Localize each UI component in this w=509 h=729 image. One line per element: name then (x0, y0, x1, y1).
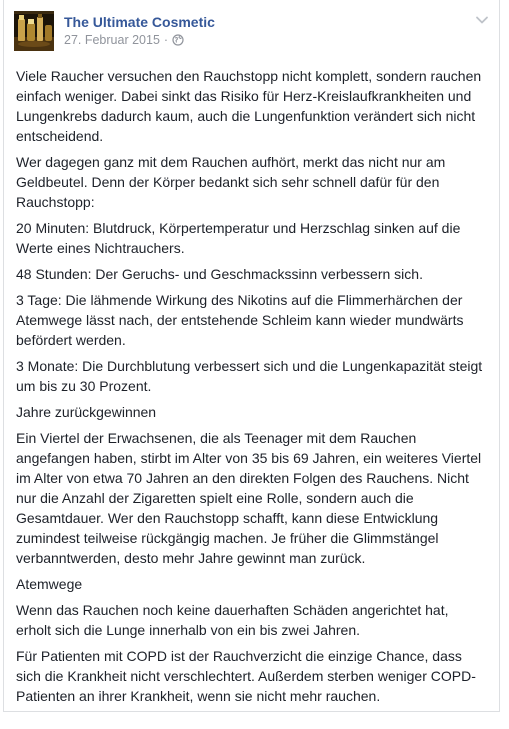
paragraph: Wer dagegen ganz mit dem Rauchen aufhört, merkt das nicht nur am Geldbeutel. Denn der Körper bedankt sich sehr schnell dafür für den Rauchstopp: (16, 154, 446, 210)
section-heading: Atemwege (16, 576, 83, 592)
post-body (16, 66, 486, 712)
paragraph: Wenn das Rauchen noch keine dauerhaften Schäden angerichtet hat, erholt sich die Lunge innerhalb von ein bis zwei Jahren. (16, 602, 449, 638)
post-header (14, 11, 489, 55)
post-card (3, 0, 500, 712)
paragraph: 48 Stunden: Der Geruchs- und Geschmackssinn verbessern sich. (16, 266, 423, 282)
post-subline (64, 31, 215, 49)
globe-icon[interactable] (172, 34, 184, 46)
paragraph: Ein Viertel der Erwachsenen, die als Teenager mit dem Rauchen angefangen haben, stirbt im Alter von 35 bis 69 Jahren, ein weiteres Viertel im Alter von etwa 70 Jahren an den direkten Folgen des Rauchens. Nicht nur die Anzahl der Zigaretten spielt eine Rolle, sondern auch die Gesamtdauer. Wer den Rauchstopp schafft, kann diese Entwicklung zumindest teilweise rückgängig machen. Je früher die Glimmstängel verbanntwerden, desto mehr Jahre gewinnt man zurück. (16, 430, 482, 566)
paragraph: 20 Minuten: Blutdruck, Körpertemperatur und Herzschlag sinken auf die Werte eines Nichtrauchers. (16, 220, 461, 256)
post-meta (64, 13, 215, 49)
paragraph: 3 Tage: Die lähmende Wirkung des Nikotins auf die Flimmerhärchen der Atemwege lässt nach, der entstehende Schleim kann wieder mundwärts befördert werden. (16, 292, 464, 348)
chevron-down-icon[interactable] (475, 13, 489, 27)
section-heading: Jahre zurückgewinnen (16, 404, 157, 420)
paragraph: 3 Monate: Die Durchblutung verbessert sich und die Lungenkapazität steigt um bis zu 30 Prozent. (16, 358, 483, 394)
page-name-link[interactable]: The Ultimate Cosmetic (64, 14, 215, 30)
page-avatar[interactable] (14, 11, 54, 51)
paragraph: Viele Raucher versuchen den Rauchstopp nicht komplett, sondern rauchen einfach weniger. Dabei sinkt das Risiko für Herz-Kreislaufkrankheiten und Lungenkrebs dadurch kaum, auch die Lungenfunktion verändert sich nicht entscheidend. (16, 68, 482, 144)
cosmetic-products-thumbnail (14, 11, 54, 51)
separator-dot: · (163, 33, 169, 47)
paragraph: Für Patienten mit COPD ist der Rauchverzicht die einzige Chance, dass sich die Krankheit nicht verschlechtert. Außerdem sterben weniger COPD-Patienten an ihrer Krankheit, wenn sie nicht mehr rauchen. (16, 648, 476, 704)
post-timestamp[interactable]: 27. Februar 2015 (64, 33, 160, 47)
